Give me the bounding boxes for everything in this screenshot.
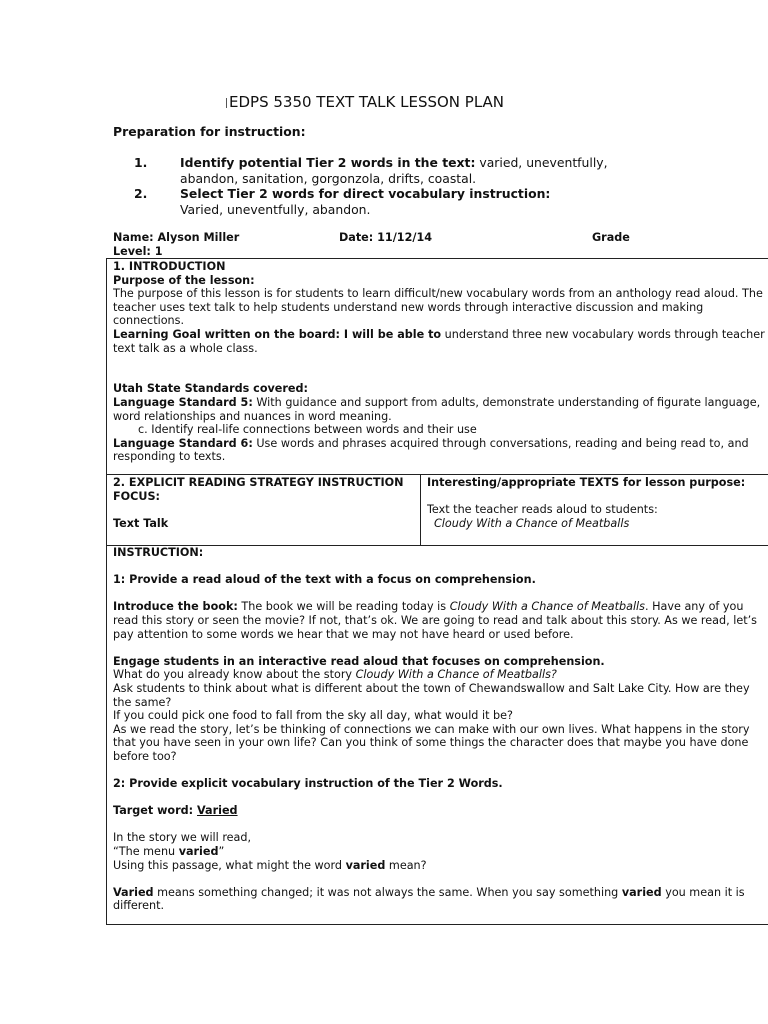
step-1-heading: 1: Provide a read aloud of the text with a focus on comprehension. bbox=[113, 573, 536, 587]
instruction-section bbox=[113, 546, 768, 913]
prep-item-number: 1. bbox=[134, 155, 148, 170]
table-divider bbox=[106, 474, 768, 475]
strategy-section bbox=[113, 476, 413, 530]
table-divider bbox=[420, 474, 421, 546]
texts-section bbox=[427, 476, 767, 530]
language-standard-5-sub: c. Identify real-life connections between words and their use bbox=[138, 423, 477, 437]
purpose-heading: Purpose of the lesson: bbox=[113, 273, 255, 287]
introduce-book: Introduce the book: The book we will be reading today is Cloudy With a Chance of Meatballs. Have any of you read this story or seen the movie? If not, that’s ok. We are going to read and talk about this story. As we read, let’s pay attention to some words we hear that we may not have heard or used before. bbox=[113, 600, 758, 641]
strategy-heading: 2. EXPLICIT READING STRATEGY INSTRUCTION FOCUS: bbox=[113, 476, 404, 503]
book-title: Cloudy With a Chance of Meatballs bbox=[434, 516, 630, 530]
target-word: Target word: Varied bbox=[113, 804, 238, 818]
prep-item-label: Identify potential Tier 2 words in the text: bbox=[180, 155, 476, 170]
quote-line: “The menu varied” bbox=[113, 845, 225, 859]
language-standard-6: Language Standard 6: Use words and phrases acquired through conversations, reading and being read to, and responding to texts. bbox=[113, 436, 749, 464]
story-line: In the story we will read, bbox=[113, 831, 252, 845]
definition: Varied means something changed; it was not always the same. When you say something varied you mean it is different. bbox=[113, 885, 745, 913]
question-4: As we read the story, let’s be thinking of connections we can make with our own lives. What happens in the story that you have seen in your own life? Can you think of some things the character does that maybe you have done before too? bbox=[113, 722, 750, 763]
texts-intro: Text the teacher reads aloud to students: bbox=[427, 503, 658, 517]
learning-goal: Learning Goal written on the board: I will be able to understand three new vocabulary words through teacher text talk as a whole class. bbox=[113, 327, 765, 355]
document-title: EDPS 5350 TEXT TALK LESSON PLAN bbox=[226, 93, 504, 111]
question-3: If you could pick one food to fall from the sky all day, what would it be? bbox=[113, 709, 513, 723]
passage-question: Using this passage, what might the word varied mean? bbox=[113, 858, 427, 872]
purpose-text: The purpose of this lesson is for students to learn difficult/new vocabulary words from an anthology read aloud. The teacher uses text talk to help students understand new words through interactive discussion and making connections. bbox=[113, 287, 763, 328]
name-field: Name: Alyson Miller bbox=[113, 231, 240, 244]
standards-heading: Utah State Standards covered: bbox=[113, 382, 308, 396]
prep-item-text: varied, uneventfully, abandon, sanitation, gorgonzola, drifts, coastal. bbox=[180, 155, 608, 186]
section-heading: 1. INTRODUCTION bbox=[113, 260, 226, 273]
grade-field: Grade bbox=[592, 231, 630, 244]
prep-item-text: Varied, uneventfully, abandon. bbox=[180, 201, 371, 217]
level-field: Level: 1 bbox=[113, 245, 163, 258]
preparation-heading: Preparation for instruction: bbox=[113, 124, 306, 139]
lesson-table bbox=[106, 258, 768, 925]
prep-item-number: 2. bbox=[134, 186, 148, 201]
table-border bbox=[106, 258, 768, 259]
language-standard-5: Language Standard 5: With guidance and support from adults, demonstrate understanding of figurate language, word relationships and nuances in word meaning. bbox=[113, 395, 761, 423]
engage-heading: Engage students in an interactive read aloud that focuses on comprehension. bbox=[113, 654, 605, 668]
prep-item-label: Select Tier 2 words for direct vocabulary instruction: bbox=[180, 186, 551, 201]
question-2: Ask students to think about what is different about the town of Chewandswallow and Salt Lake City. How are they the same? bbox=[113, 681, 750, 709]
table-border bbox=[106, 258, 107, 925]
introduction-section bbox=[113, 260, 768, 464]
strategy-focus: Text Talk bbox=[113, 516, 169, 530]
date-field: Date: 11/12/14 bbox=[339, 231, 433, 244]
instruction-heading: INSTRUCTION: bbox=[113, 546, 204, 559]
step-2-heading: 2: Provide explicit vocabulary instruction of the Tier 2 Words. bbox=[113, 777, 503, 791]
texts-heading: Interesting/appropriate TEXTS for lesson purpose: bbox=[427, 476, 746, 489]
cursor-mark bbox=[226, 98, 227, 108]
question-1: What do you already know about the story Cloudy With a Chance of Meatballs? bbox=[113, 668, 557, 682]
table-border bbox=[106, 924, 768, 925]
